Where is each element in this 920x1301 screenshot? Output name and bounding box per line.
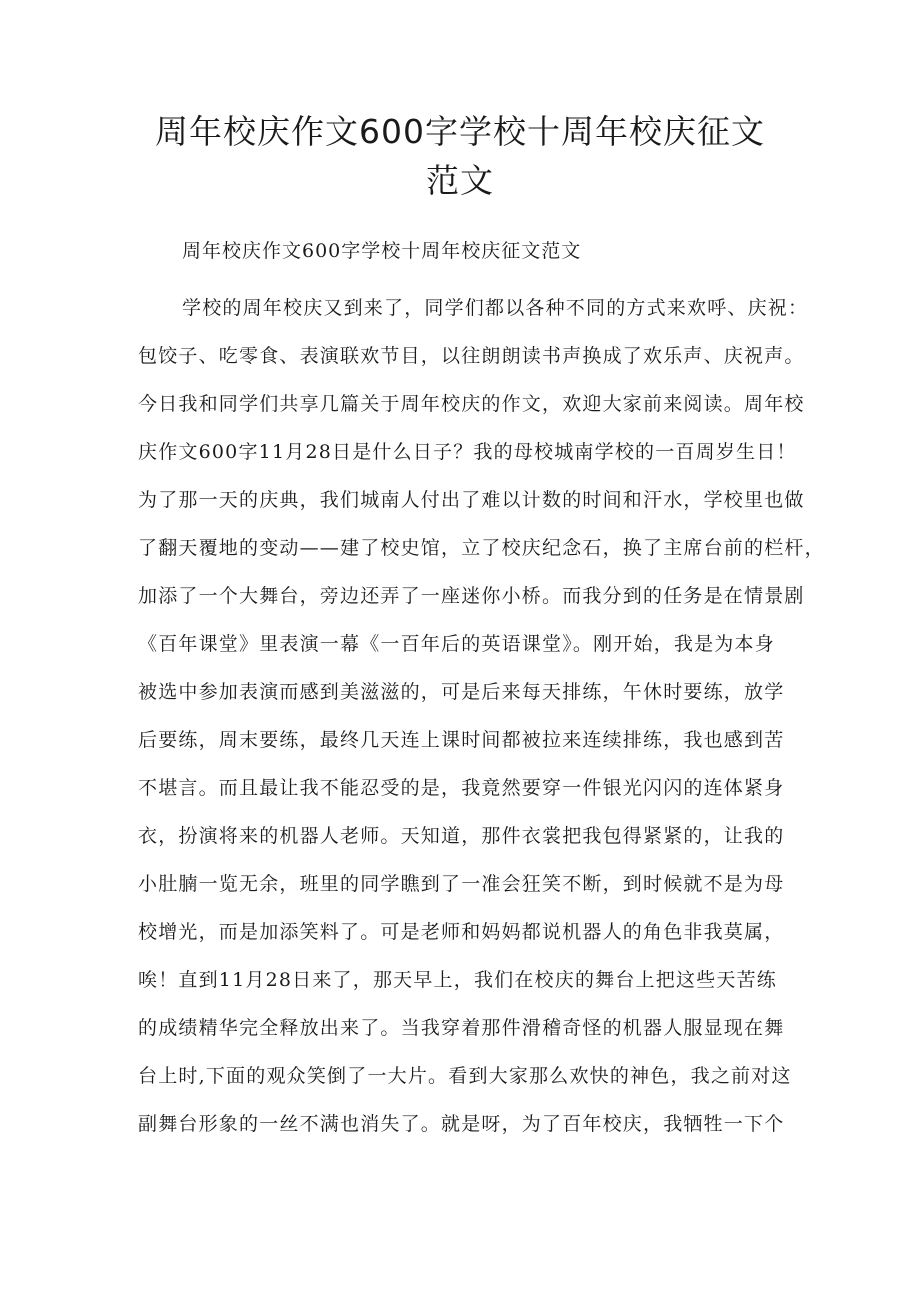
body-line: 加添了一个大舞台，旁边还弄了一座迷你小桥。而我分到的任务是在情景剧 <box>138 585 805 607</box>
body-line: 今日我和同学们共享几篇关于周年校庆的作文，欢迎大家前来阅读。周年校 <box>138 393 805 415</box>
document-title-line-2: 范文 <box>426 161 494 200</box>
body-line: 后要练，周末要练，最终几天连上课时间都被拉来连续排练，我也感到苦 <box>138 729 785 751</box>
body-line: 不堪言。而且最让我不能忍受的是，我竟然要穿一件银光闪闪的连体紧身 <box>138 777 785 799</box>
body-line: 台上时,下面的观众笑倒了一大片。看到大家那么欢快的神色，我之前对这 <box>138 1065 792 1087</box>
body-line: 唉！直到11月28日来了，那天早上，我们在校庆的舞台上把这些天苦练 <box>138 969 777 991</box>
body-line: 了翻天覆地的变动——建了校史馆，立了校庆纪念石，换了主席台前的栏杆， <box>138 537 825 559</box>
body-line: 校增光，而是加添笑料了。可是老师和妈妈都说机器人的角色非我莫属， <box>138 921 785 943</box>
body-line: 副舞台形象的一丝不满也消失了。就是呀，为了百年校庆，我牺牲一下个 <box>138 1113 785 1135</box>
body-line: 被选中参加表演而感到美滋滋的，可是后来每天排练，午休时要练，放学 <box>138 681 785 703</box>
body-line: 为了那一天的庆典，我们城南人付出了难以计数的时间和汗水，学校里也做 <box>138 489 805 511</box>
body-line: 《百年课堂》里表演一幕《一百年后的英语课堂》。刚开始，我是为本身 <box>138 633 775 655</box>
body-line: 衣，扮演将来的机器人老师。天知道，那件衣裳把我包得紧紧的，让我的 <box>138 825 785 847</box>
document-subtitle: 周年校庆作文600字学校十周年校庆征文范文 <box>182 240 582 262</box>
body-line: 学校的周年校庆又到来了，同学们都以各种不同的方式来欢呼、庆祝： <box>182 297 809 319</box>
body-line: 包饺子、吃零食、表演联欢节目，以往朗朗读书声换成了欢乐声、庆祝声。 <box>138 345 805 367</box>
body-line: 小肚腩一览无余，班里的同学瞧到了一准会狂笑不断，到时候就不是为母 <box>138 873 785 895</box>
body-line: 的成绩精华完全释放出来了。当我穿着那件滑稽奇怪的机器人服显现在舞 <box>138 1017 785 1039</box>
body-line: 庆作文600字11月28日是什么日子？我的母校城南学校的一百周岁生日！ <box>138 441 797 463</box>
document-title-line-1: 周年校庆作文600字学校十周年校庆征文 <box>155 112 765 151</box>
